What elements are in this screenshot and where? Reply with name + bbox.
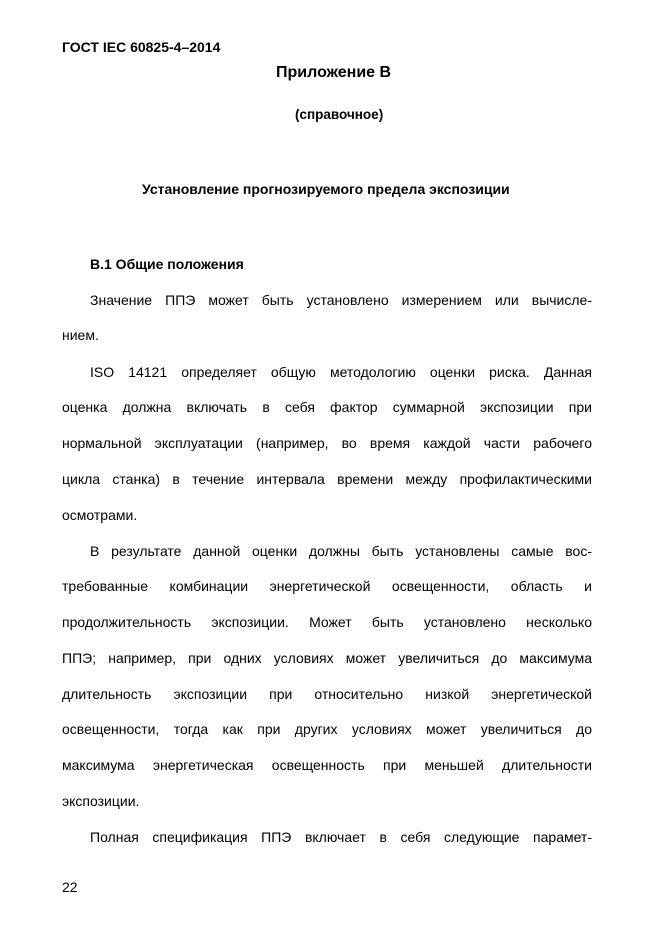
body-line: цикла станка) в течение интервала времени между профилактическими bbox=[62, 471, 592, 487]
body-line: экспозиции. bbox=[62, 793, 140, 809]
appendix-status: (справочное) bbox=[295, 107, 384, 122]
body-line: освещенности, тогда как при других условиях может увеличиться до bbox=[62, 721, 592, 737]
standard-code: ГОСТ IEC 60825-4–2014 bbox=[62, 39, 221, 55]
body-line: осмотрами. bbox=[62, 507, 138, 523]
body-line: Полная спецификация ППЭ включает в себя следующие парамет- bbox=[90, 829, 592, 845]
section-heading: В.1 Общие положения bbox=[90, 256, 244, 272]
body-line: требованные комбинации энергетической освещенности, область и bbox=[62, 578, 592, 594]
body-line: ISO 14121 определяет общую методологию оценки риска. Данная bbox=[90, 364, 592, 380]
page-number: 22 bbox=[62, 879, 78, 895]
body-line: Значение ППЭ может быть установлено измерением или вычисле- bbox=[90, 292, 592, 308]
appendix-title: Приложение В bbox=[276, 64, 392, 81]
body-line: продолжительность экспозиции. Может быть установлено несколько bbox=[62, 614, 592, 630]
body-line: максимума энергетическая освещенность при меньшей длительности bbox=[62, 757, 592, 773]
body-line: нормальной эксплуатации (например, во время каждой части рабочего bbox=[62, 435, 592, 451]
body-line: В результате данной оценки должны быть установлены самые вос- bbox=[90, 543, 592, 559]
body-line: оценка должна включать в себя фактор суммарной экспозиции при bbox=[62, 399, 592, 415]
body-line: длительность экспозиции при относительно низкой энергетической bbox=[62, 686, 592, 702]
appendix-subject: Установление прогнозируемого предела экспозиции bbox=[142, 181, 510, 197]
body-line: ППЭ; например, при одних условиях может увеличиться до максимума bbox=[62, 650, 592, 666]
body-line: нием. bbox=[62, 327, 99, 343]
